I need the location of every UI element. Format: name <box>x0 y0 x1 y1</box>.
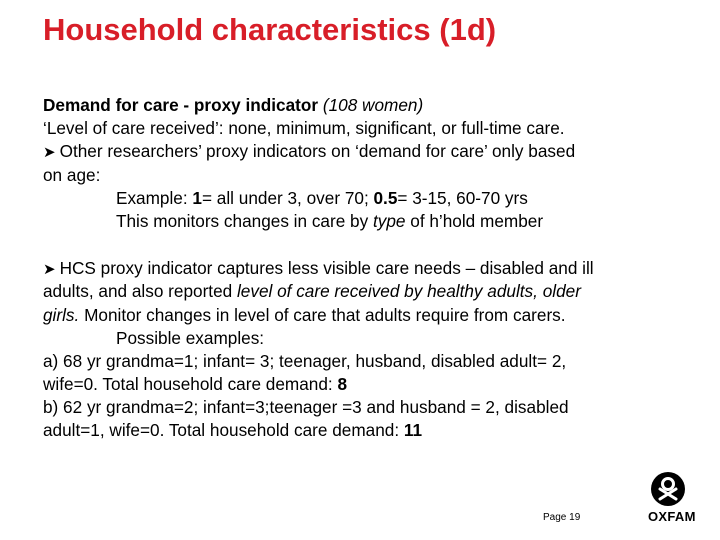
example-line <box>43 187 713 210</box>
oxfam-logo <box>648 472 696 524</box>
bullet-text: HCS proxy indicator captures less visible care needs – disabled and ill <box>59 258 594 279</box>
example-b-total: 11 <box>403 420 423 441</box>
oxfam-logo-icon <box>651 472 685 506</box>
example-b-line1: b) 62 yr grandma=2; infant=3;teenager =3 and husband = 2, disabled <box>43 397 569 418</box>
example-a-pre: wife=0. Total household care demand: <box>43 374 338 395</box>
oxfam-logo-text: OXFAM <box>648 509 696 524</box>
monitor-pre: This monitors changes in care by <box>116 210 373 231</box>
example-text-1: = all under 3, over 70; <box>201 187 374 208</box>
example-prefix: Example: <box>116 187 193 208</box>
page-number: Page 19 <box>543 512 581 523</box>
page-title: Household characteristics (1d) <box>43 12 497 47</box>
example-a-line1: a) 68 yr grandma=1; infant= 3; teenager, husband, disabled adult= 2, <box>43 350 567 371</box>
section-heading <box>43 94 713 117</box>
monitor-italic: type <box>372 210 406 231</box>
slide-body <box>43 94 713 443</box>
example-b-line2 <box>43 419 713 442</box>
bullet2-line2-pre: adults, and also reported <box>43 281 237 302</box>
example-text-2: = 3-15, 60-70 yrs <box>397 187 528 208</box>
bullet-item <box>43 257 713 280</box>
arrow-bullet-icon: ➤ <box>43 261 56 279</box>
monitor-line <box>43 210 713 233</box>
example-value-2: 0.5 <box>373 187 398 208</box>
bullet-text: Other researchers’ proxy indicators on ‘demand for care’ only based <box>59 141 576 162</box>
bullet-continuation <box>43 304 713 327</box>
heading-italic: (108 women) <box>322 95 424 115</box>
bullet2-line3-italic: girls. <box>43 304 80 325</box>
heading-bold: Demand for care - proxy indicator <box>43 95 319 115</box>
possible-examples-label: Possible examples: <box>116 327 265 348</box>
bullet2-line3-post: Monitor changes in level of care that adults require from carers. <box>79 304 566 325</box>
example-b-pre: adult=1, wife=0. Total household care demand: <box>43 420 404 441</box>
arrow-bullet-icon: ➤ <box>43 144 56 162</box>
monitor-post: of h’hold member <box>405 210 544 231</box>
bullet2-line2-italic: level of care received by healthy adults, older <box>236 281 581 302</box>
bullet-item <box>43 140 713 163</box>
bullet-continuation <box>43 280 713 303</box>
level-of-care-text: ‘Level of care received’: none, minimum, significant, or full-time care. <box>43 118 565 139</box>
example-a-total: 8 <box>337 374 348 395</box>
bullet-continuation: on age: <box>43 164 101 185</box>
example-a-line2 <box>43 373 713 396</box>
example-value-1: 1 <box>192 187 202 208</box>
